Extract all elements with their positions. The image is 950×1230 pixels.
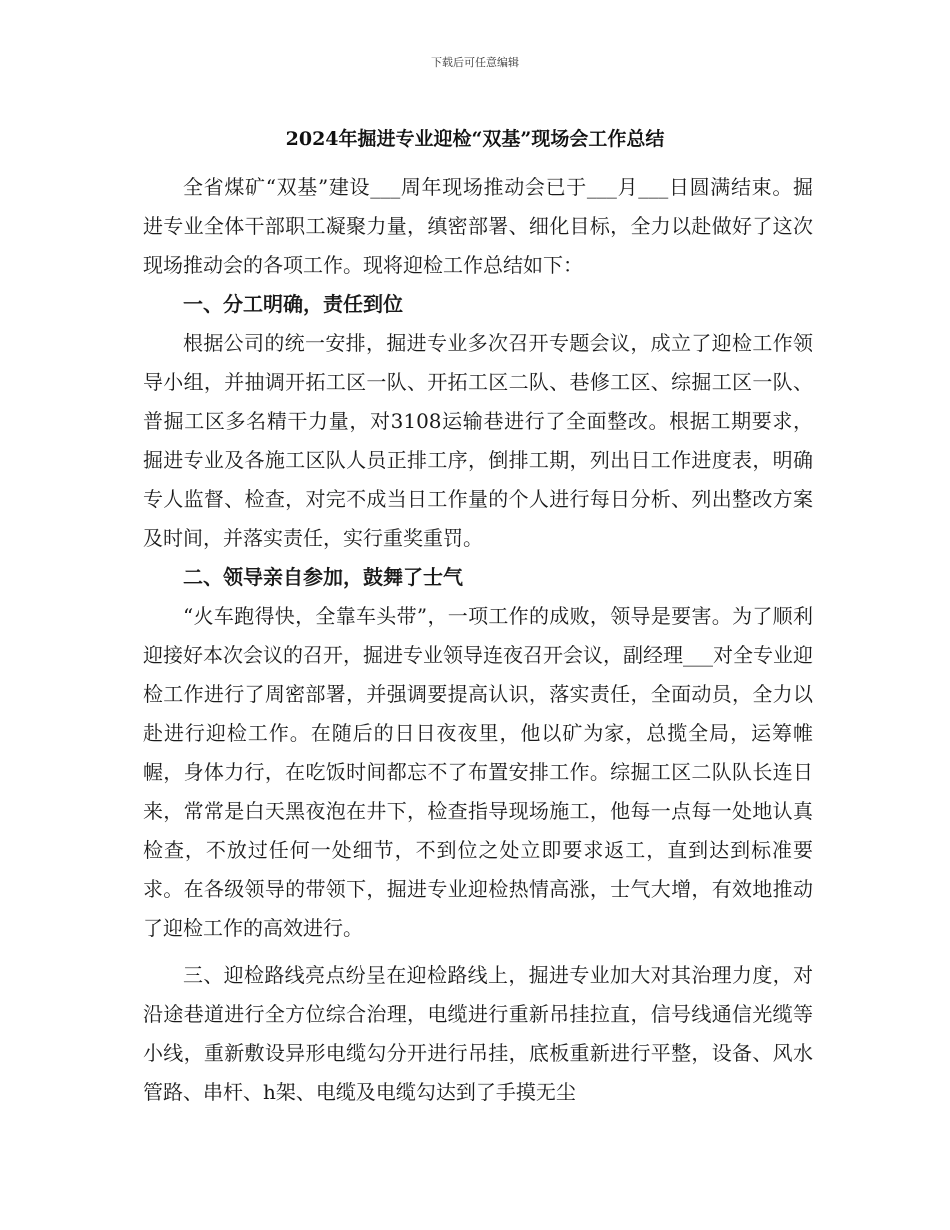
section-1-paragraph: 根据公司的统一安排，掘进专业多次召开专题会议，成立了迎检工作领导小组，并抽调开拓工区一队、开拓工区二队、巷修工区、综掘工区一队、普掘工区多名精干力量，对3108运输巷进行了全面整改。根据工期要求，掘进专业及各施工区队人员正排工序，倒排工期，列出日工作进度表，明确专人监督、检查，对完不成当日工作量的个人进行每日分析、列出整改方案及时间，并落实责任，实行重奖重罚。 <box>143 331 813 550</box>
section-3-paragraph: 三、迎检路线亮点纷呈在迎检路线上，掘进专业加大对其治理力度，对沿途巷道进行全方位综合治理，电缆进行重新吊挂拉直，信号线通信光缆等小线，重新敷设异形电缆勾分开进行吊挂，底板重新进行平整，设备、风水管路、串杆、h架、电缆及电缆勾达到了手摸无尘 <box>143 963 813 1104</box>
section-1-heading: 一、分工明确，责任到位 <box>183 292 403 316</box>
header-note: 下载后可任意编辑 <box>431 56 519 69</box>
section-2-paragraph: “火车跑得快，全靠车头带”，一项工作的成败，领导是要害。为了顺利迎接好本次会议的召开，掘进专业领导连夜召开会议，副经理___对全专业迎检工作进行了周密部署，并强调要提高认识，落实责任，全面动员，全力以赴进行迎检工作。在随后的日日夜夜里，他以矿为家，总揽全局，运筹帷幄，身体力行，在吃饭时间都忘不了布置安排工作。综掘工区二队队长连日来，常常是白天黑夜泡在井下，检查指导现场施工，他每一点每一处地认真检查，不放过任何一处细节，不到位之处立即要求返工，直到达到标准要求。在各级领导的带领下，掘进专业迎检热情高涨，士气大增，有效地推动了迎检工作的高效进行。 <box>143 604 813 940</box>
section-2-heading: 二、领导亲自参加，鼓舞了士气 <box>183 565 463 589</box>
document-title: 2024年掘进专业迎检“双基”现场会工作总结 <box>285 128 665 150</box>
intro-paragraph: 全省煤矿“双基”建设___周年现场推动会已于___月___日圆满结束。掘进专业全体干部职工凝聚力量，缜密部署、细化目标，全力以赴做好了这次现场推动会的各项工作。现将迎检工作总结如下： <box>143 175 813 277</box>
document-body <box>143 168 813 1112</box>
